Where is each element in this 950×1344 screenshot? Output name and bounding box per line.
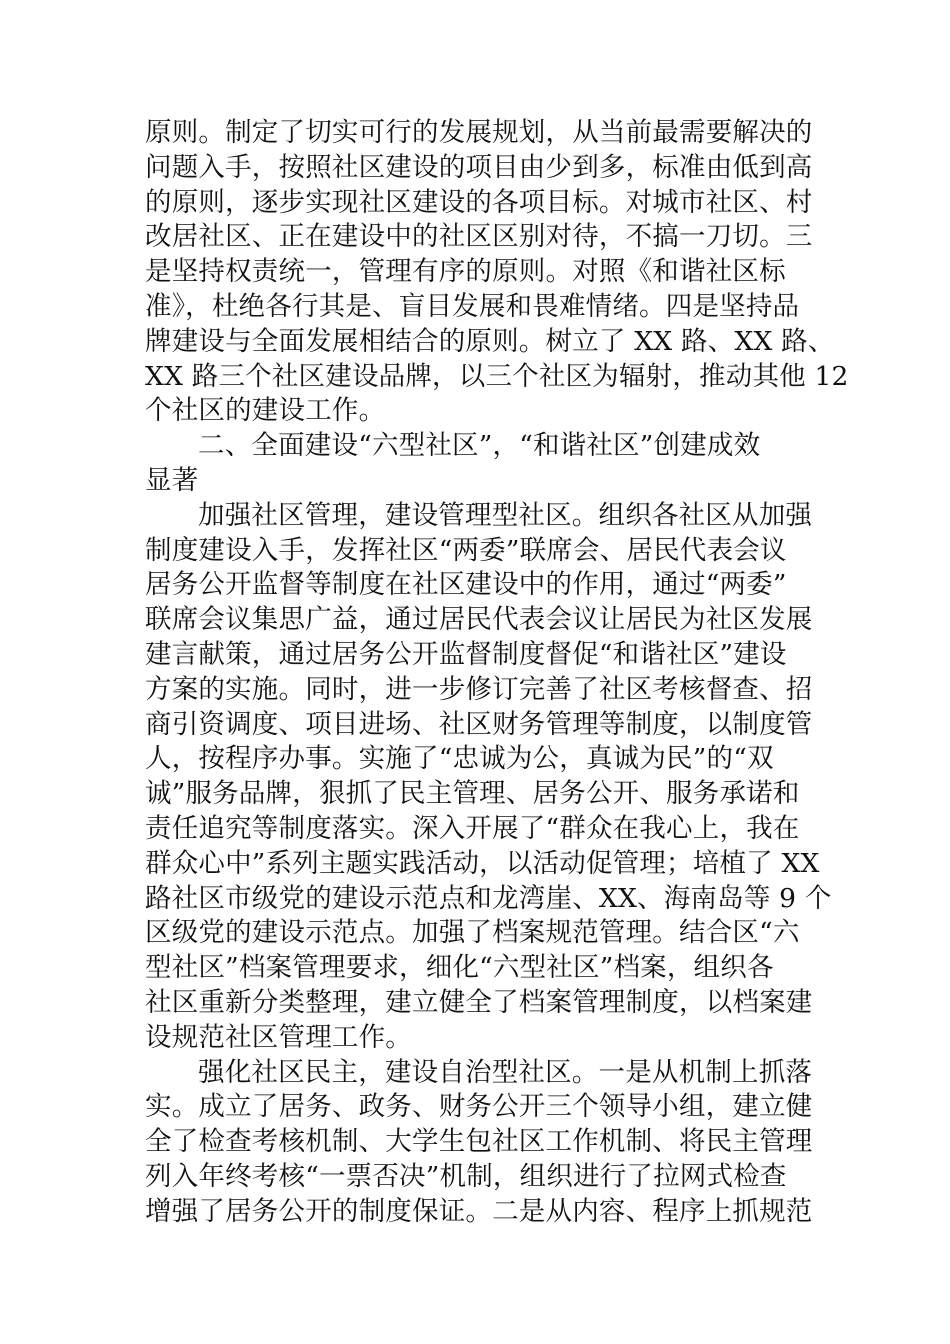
paragraph-start: 加强社区管理，建设管理型社区。组织各社区从加强 xyxy=(198,499,813,531)
text-line: 责任追究等制度落实。深入开展了“群众在我心上，我在 xyxy=(145,812,800,844)
text-line: 路社区市级党的建设示范点和龙湾崖、XX、海南岛等 9 个 xyxy=(145,882,832,914)
text-line: 问题入手，按照社区建设的项目由少到多，标准由低到高 xyxy=(145,151,813,183)
text-line: 的原则，逐步实现社区建设的各项目标。对城市社区、村 xyxy=(145,186,813,218)
text-line: 社区重新分类整理，建立健全了档案管理制度，以档案建 xyxy=(145,986,813,1018)
text-line: 商引资调度、项目进场、社区财务管理等制度，以制度管 xyxy=(145,708,813,740)
text-line: 设规范社区管理工作。 xyxy=(145,1021,412,1053)
text-line: 原则。制定了切实可行的发展规划，从当前最需要解决的 xyxy=(145,117,813,148)
text-line: 增强了居务公开的制度保证。二是从内容、程序上抓规范 xyxy=(145,1195,813,1227)
text-line: 实。成立了居务、政务、财务公开三个领导小组，建立健 xyxy=(145,1091,813,1123)
text-line: 联席会议集思广益，通过居民代表会议让居民为社区发展 xyxy=(145,604,813,636)
text-line: 区级党的建设示范点。加强了档案规范管理。结合区“六 xyxy=(145,917,800,949)
text-line: 方案的实施。同时，进一步修订完善了社区考核督查、招 xyxy=(145,673,813,705)
text-line: 居务公开监督等制度在社区建设中的作用，通过“两委” xyxy=(145,569,787,601)
text-line: 是坚持权责统一，管理有序的原则。对照《和谐社区标 xyxy=(145,256,786,288)
text-line: 制度建设入手，发挥社区“两委”联席会、居民代表会议 xyxy=(145,534,787,566)
body-text xyxy=(145,116,849,1230)
text-line: 准》，杜绝各行其是、盲目发展和畏难情绪。四是坚持品 xyxy=(145,290,800,322)
text-line: 诚”服务品牌，狠抓了民主管理、居务公开、服务承诺和 xyxy=(145,778,800,810)
text-line: XX 路三个社区建设品牌，以三个社区为辐射，推动其他 12 xyxy=(145,360,849,392)
text-line: 群众心中”系列主题实践活动，以活动促管理；培植了 XX xyxy=(145,847,820,879)
text-line: 全了检查考核机制、大学生包社区工作机制、将民主管理 xyxy=(145,1126,813,1158)
text-line: 列入年终考核“一票否决”机制，组织进行了拉网式检查 xyxy=(145,1160,787,1192)
paragraph-start: 强化社区民主，建设自治型社区。一是从机制上抓落 xyxy=(198,1056,813,1088)
text-line: 改居社区、正在建设中的社区区别对待，不搞一刀切。三 xyxy=(145,221,813,253)
section-heading: 二、全面建设“六型社区”，“和谐社区”创建成效 xyxy=(198,430,761,462)
text-line: 型社区”档案管理要求，细化“六型社区”档案，组织各 xyxy=(145,952,774,984)
section-heading-continued: 显著 xyxy=(145,464,199,496)
text-line: 牌建设与全面发展相结合的原则。树立了 XX 路、XX 路、 xyxy=(145,325,835,357)
text-line: 建言献策，通过居务公开监督制度督促“和谐社区”建设 xyxy=(145,638,787,670)
text-line: 人，按程序办事。实施了“忠诚为公，真诚为民”的“双 xyxy=(145,743,774,775)
text-line: 个社区的建设工作。 xyxy=(145,395,386,427)
